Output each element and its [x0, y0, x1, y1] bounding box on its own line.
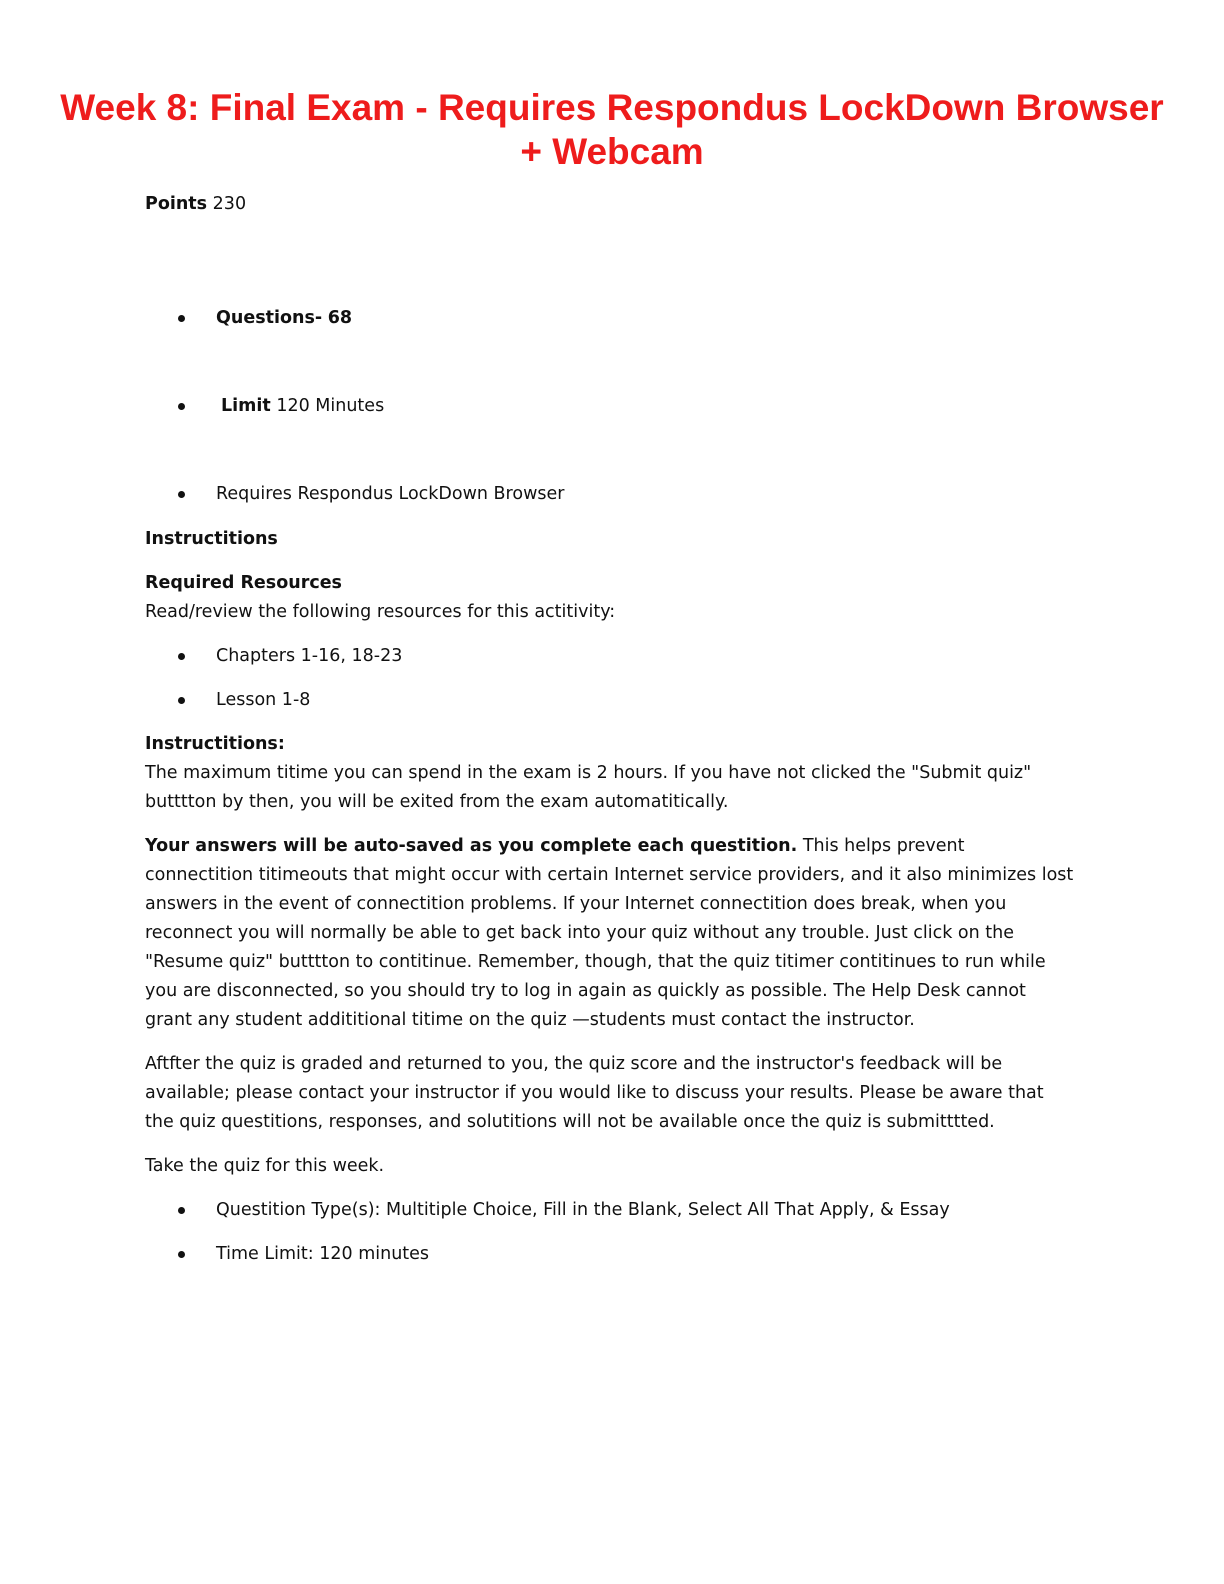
question-types: Questition Type(s): Multitiple Choice, Fill in the Blank, Select All That Apply, & Essay	[216, 1200, 950, 1220]
page-title: Week 8: Final Exam - Requires Respondus LockDown Browser + Webcam	[60, 87, 1164, 172]
questions-label: Questions-	[216, 308, 323, 328]
summary-list	[145, 304, 1075, 509]
bullet-icon	[178, 1207, 185, 1214]
limit-label: Limit	[221, 396, 271, 416]
instructions-paragraph-1: The maximum titime you can spend in the exam is 2 hours. If you have not clicked the "Submit quiz" butttton by then, you will be exited from the exam automatitically.	[145, 763, 1032, 812]
bullet-icon	[178, 697, 185, 704]
instructions-paragraph-2	[145, 832, 1075, 1035]
lockdown-requirement: Requires Respondus LockDown Browser	[216, 484, 565, 504]
bullet-icon	[178, 491, 185, 498]
bullet-icon	[178, 653, 185, 660]
questions-value: 68	[327, 308, 353, 328]
bullet-icon	[178, 315, 185, 322]
points-label: Points	[145, 194, 208, 214]
required-resources-intro: Read/review the following resources for this actitivity:	[145, 602, 616, 622]
autosave-notice: Your answers will be auto-saved as you complete each questition.	[145, 836, 798, 856]
points-line	[145, 190, 1075, 219]
resource-item: Lesson 1-8	[216, 690, 311, 710]
instructions-heading: Instructitions	[145, 529, 278, 549]
points-value: 230	[212, 194, 247, 214]
autosave-details: This helps prevent connectition titimeouts that might occur with certain Internet service providers, and it also minimizes lost answers in the event of connectition problems. If your Internet connectition does break, when you reconnect you will normally be able to get back into your quiz without any trouble. Just click on the "Resume quiz" butttton to contitinue. Remember, though, that the quiz titimer contitinues to run while you are disconnected, so you should try to log in again as quickly as possible. The Help Desk cannot grant any student addititional titime on the quiz —students must contact the instructor.	[145, 836, 1074, 1030]
list-item	[145, 392, 1075, 421]
list-item	[145, 1196, 1075, 1225]
bullet-icon	[178, 1251, 185, 1258]
list-item	[145, 480, 1075, 509]
instructions-paragraph-4: Take the quiz for this week.	[145, 1156, 385, 1176]
document-body	[145, 190, 1075, 1269]
list-item	[145, 1240, 1075, 1269]
resource-item: Chapters 1-16, 18-23	[216, 646, 403, 666]
list-item	[145, 686, 1075, 715]
instructions-paragraph-3: Aftfter the quiz is graded and returned to you, the quiz score and the instructor's feedback will be available; please contact your instructor if you would like to discuss your results. Please be aware that the quiz questitions, responses, and solutitions will not be available once the quiz is submitttted.	[145, 1054, 1044, 1132]
bullet-icon	[178, 403, 185, 410]
resources-list	[145, 642, 1075, 715]
limit-value: 120 Minutes	[276, 396, 385, 416]
quiz-details-list	[145, 1196, 1075, 1269]
list-item	[145, 642, 1075, 671]
instructions-subheading: Instructitions:	[145, 734, 285, 754]
time-limit: Time Limit: 120 minutes	[216, 1244, 430, 1264]
list-item	[145, 304, 1075, 333]
required-resources-heading: Required Resources	[145, 573, 342, 593]
